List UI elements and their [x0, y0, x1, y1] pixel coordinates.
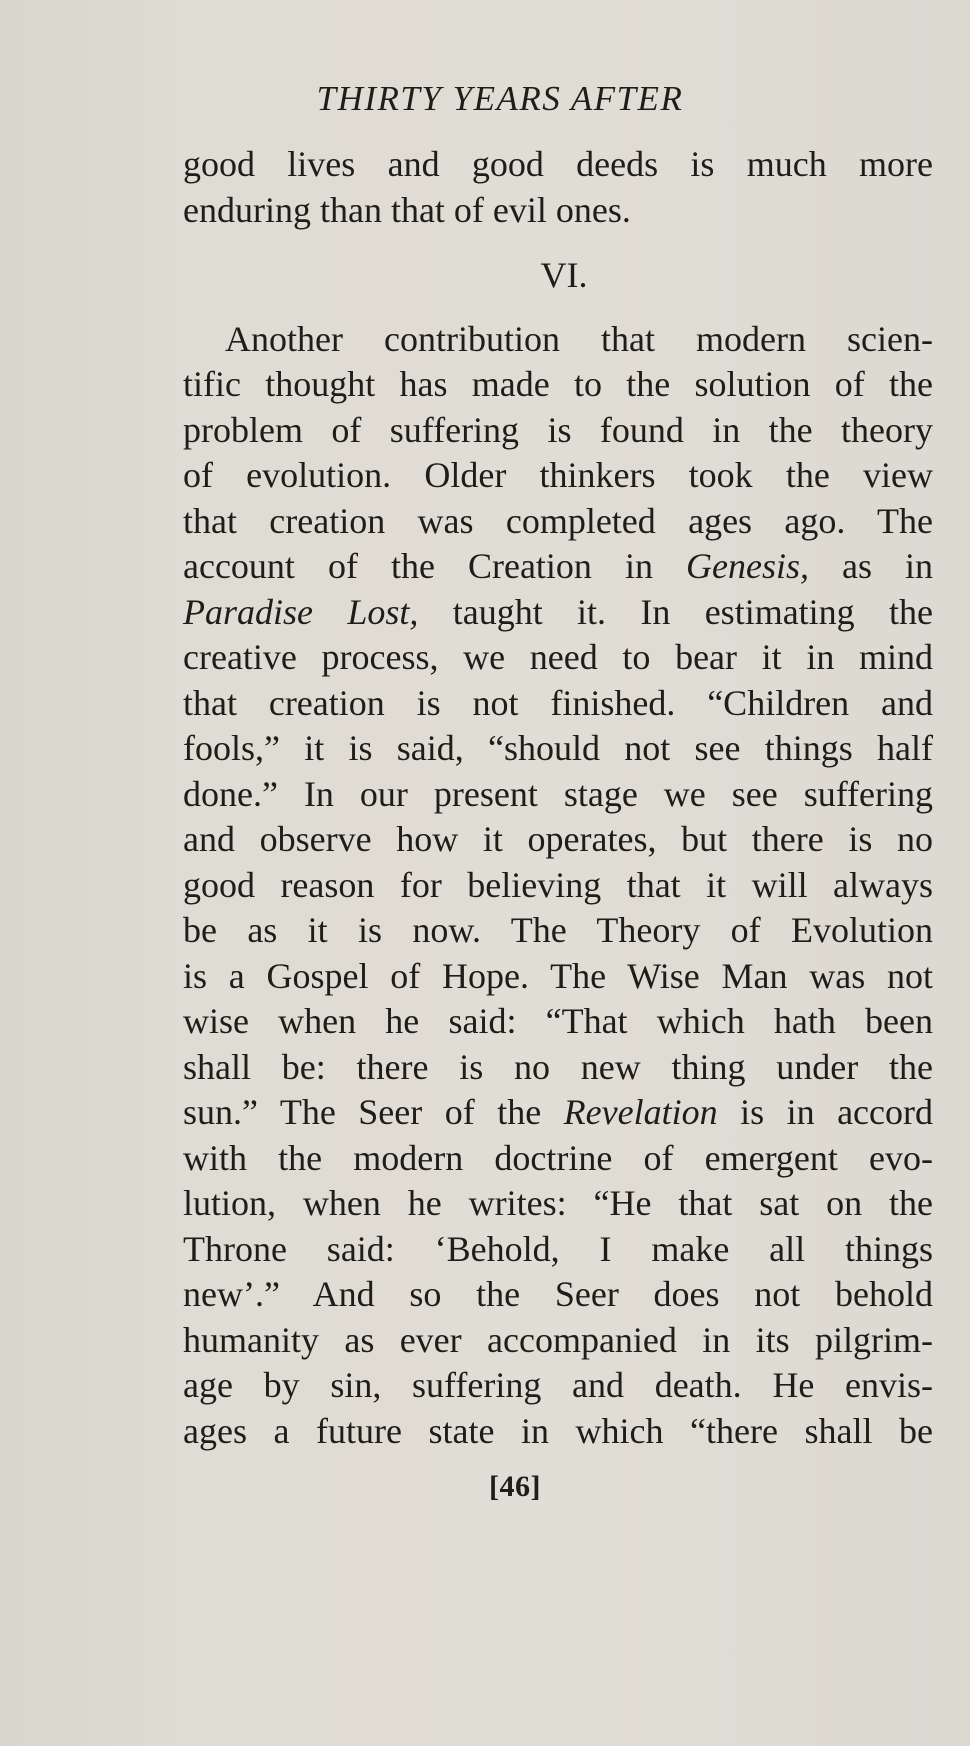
- text-run: tific thought has made to the solution of the: [183, 364, 933, 404]
- italic-title: Paradise Lost,: [183, 591, 419, 632]
- text-run: problem of suffering is found in the theory: [183, 409, 933, 450]
- text-run: lution, when he writes: “He that sat on the: [183, 1183, 933, 1223]
- text-run: be as it is now. The Theory of Evolution: [183, 910, 933, 950]
- section-number: VI.: [540, 255, 588, 295]
- text-run: is in accord: [717, 1092, 933, 1132]
- text-run: that creation was completed ages ago. The: [183, 500, 933, 541]
- text-run: and observe how it operates, but there is no: [183, 819, 933, 859]
- text-line: [183, 1136, 933, 1182]
- text-line: [183, 1409, 933, 1455]
- text-line: [183, 1045, 933, 1091]
- text-line: [183, 954, 933, 1000]
- text-line: [183, 499, 933, 545]
- text-run: wise when he said: “That which hath been: [183, 1001, 933, 1041]
- text-run: fools,” it is said, “should not see things half: [183, 728, 933, 768]
- text-line: good lives and good deeds is much more: [183, 144, 933, 184]
- text-run: is a Gospel of Hope. The Wise Man was not: [183, 955, 933, 996]
- italic-title: Revelation: [563, 1092, 718, 1132]
- text-line: [183, 453, 933, 499]
- text-line: [183, 863, 933, 909]
- text-run: sun.” The Seer of the: [183, 1092, 564, 1132]
- text-run: age by sin, suffering and death. He envis-: [183, 1365, 933, 1405]
- text-line: [183, 772, 933, 818]
- text-line: enduring than that of evil ones.: [183, 189, 631, 230]
- text-line: [183, 999, 933, 1045]
- text-run: new’.” And so the Seer does not behold: [183, 1274, 933, 1314]
- text-run: creative process, we need to bear it in mind: [183, 637, 933, 677]
- text-run: ages a future state in which “there shall be: [183, 1410, 933, 1451]
- text-line: [183, 1227, 933, 1273]
- page-number: [46]: [489, 1470, 541, 1503]
- text-run: taught it. In estimating the: [418, 591, 933, 632]
- text-line: [183, 817, 933, 863]
- text-run: that creation is not finished. “Children and: [183, 682, 933, 723]
- text-run: done.” In our present stage we see suffering: [183, 773, 933, 814]
- text-run: account of the Creation in: [183, 546, 686, 586]
- body-text: [183, 142, 933, 1454]
- text-run: shall be: there is no new thing under the: [183, 1046, 933, 1087]
- text-line: [183, 1318, 933, 1364]
- text-run: of evolution. Older thinkers took the view: [183, 455, 933, 495]
- text-line: [183, 635, 933, 681]
- text-line: [183, 1181, 933, 1227]
- running-head: THIRTY YEARS AFTER: [316, 79, 684, 118]
- text-line: [183, 544, 933, 590]
- text-line: [183, 908, 933, 954]
- text-line: [183, 590, 933, 636]
- text-run: good reason for believing that it will always: [183, 864, 933, 905]
- text-line: [183, 1090, 933, 1136]
- text-line: [183, 1363, 933, 1409]
- text-run: Another contribution that modern scien-: [225, 318, 933, 359]
- text-line: [183, 317, 933, 363]
- text-run: with the modern doctrine of emergent evo-: [183, 1137, 933, 1178]
- text-line: [183, 362, 933, 408]
- text-line: [183, 726, 933, 772]
- text-line: [183, 1272, 933, 1318]
- text-run: humanity as ever accompanied in its pilgrim-: [183, 1319, 933, 1360]
- text-run: as in: [808, 546, 933, 586]
- text-line: [183, 681, 933, 727]
- text-line: [183, 408, 933, 454]
- italic-title: Genesis,: [685, 546, 809, 586]
- text-run: Throne said: ‘Behold, I make all things: [183, 1228, 933, 1269]
